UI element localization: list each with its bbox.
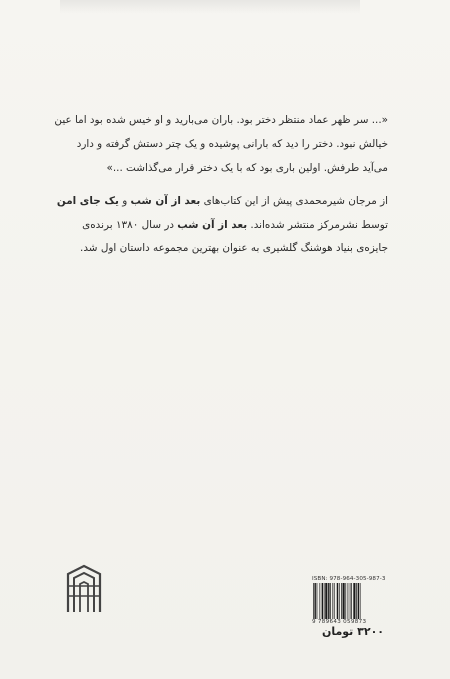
top-shadow	[60, 0, 360, 14]
book-title: بعد از آن شب	[177, 218, 248, 231]
excerpt-line: خیالش نبود. دختر را دید که بارانی پوشیده و یک چتر دستش گرفته و دارد	[76, 138, 388, 150]
book-excerpt	[54, 108, 388, 180]
isbn-block	[312, 576, 386, 625]
about-text: توسط نشرمرکز منتشر شده‌اند.	[247, 218, 388, 231]
barcode-bar	[360, 583, 361, 619]
barcode-bar	[322, 583, 323, 619]
barcode-digits: 9 789643 059873	[312, 619, 367, 625]
barcode-bar	[356, 583, 357, 619]
about-text: از مرجان شیرمحمدی پیش از این کتاب‌های	[200, 195, 388, 207]
excerpt-line: می‌آید طرفش. اولین باری بود که با یک دختر قرار می‌گذاشت ...»	[106, 162, 388, 174]
barcode-bar	[334, 583, 335, 619]
book-title: یک جای امن	[56, 195, 119, 207]
barcode-bar	[330, 583, 331, 619]
barcode-bar	[332, 583, 333, 619]
barcode-bar	[339, 583, 340, 619]
author-info	[56, 190, 388, 261]
about-line: جایزه‌ی بنیاد هوشنگ گلشیری به عنوان بهترین مجموعه داستان اول شد.	[80, 242, 388, 254]
about-text: و	[118, 195, 131, 207]
barcode	[312, 583, 380, 619]
about-line	[66, 214, 388, 238]
isbn-text: ISBN: 978-964-305-987-3	[312, 576, 386, 582]
barcode-bar	[345, 583, 346, 619]
excerpt-line: «... سر ظهر عماد منتظر دختر بود. باران می‌بارید و او خیس شده بود اما عین	[54, 114, 388, 126]
barcode-bar	[341, 583, 342, 619]
about-line	[56, 190, 388, 214]
about-text: در سال ۱۳۸۰ برنده‌ی	[82, 218, 178, 231]
publisher-logo	[66, 564, 102, 614]
barcode-bar	[358, 583, 359, 619]
barcode-bar	[324, 583, 325, 619]
book-title: بعد از آن شب	[130, 195, 201, 207]
barcode-bar	[314, 583, 315, 619]
barcode-bar	[328, 583, 329, 619]
barcode-bar	[317, 583, 318, 619]
barcode-bar	[325, 583, 327, 619]
barcode-bar	[313, 583, 314, 619]
barcode-bar	[351, 583, 352, 619]
barcode-bar	[350, 583, 351, 619]
price: ۳۲۰۰ تومان	[321, 625, 384, 638]
barcode-bar	[353, 583, 355, 619]
barcode-bar	[319, 583, 320, 619]
barcode-bar	[337, 583, 338, 619]
barcode-bar	[343, 583, 345, 619]
barcode-bar	[348, 583, 349, 619]
